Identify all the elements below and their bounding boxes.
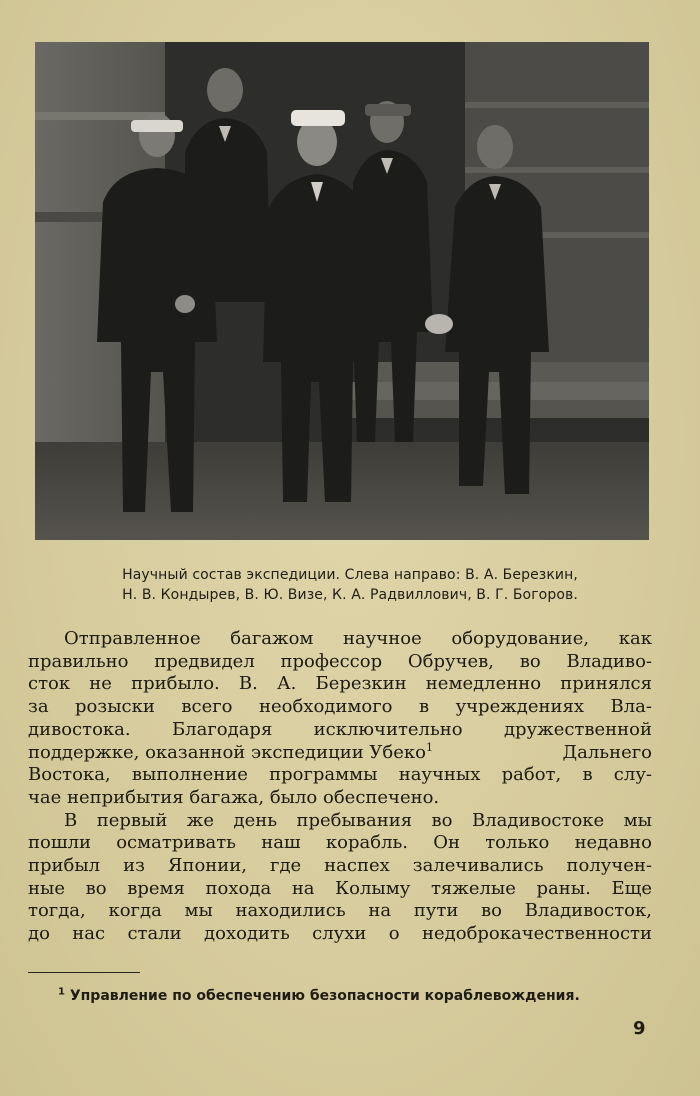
body-line: пошли осматривать наш корабль. Он только недавно (28, 832, 652, 854)
body-line: Отправленное багажом научное оборудование, как (64, 628, 652, 649)
body-line: чае неприбытия багажа, было обеспечено. (28, 786, 440, 808)
caption-line-2: Н. В. Кондырев, В. Ю. Визе, К. А. Радвиллович, В. Г. Богоров. (122, 587, 578, 603)
footnote-marker: 1 (58, 986, 65, 998)
footnote-text: Управление по обеспечению безопасности кораблевождения. (69, 988, 580, 1004)
body-line: сток не прибыло. В. А. Березкин немедленно принялся (28, 673, 652, 695)
body-text (28, 628, 652, 946)
body-line: дивостока. Благодаря исключительно дружественной (28, 718, 652, 740)
photo-caption (20, 565, 680, 605)
group-photo (35, 42, 649, 540)
footnote-reference: 1 (426, 740, 434, 754)
body-line-tail: Дальнего (562, 741, 652, 763)
body-line: прибыл из Японии, где наспех залечивались получен- (28, 855, 652, 877)
group-photo-icon (35, 42, 649, 540)
body-line: за розыски всего необходимого в учреждениях Вла- (28, 696, 652, 718)
caption-line-1: Научный состав экспедиции. Слева направо: В. А. Березкин, (122, 567, 578, 583)
body-line: правильно предвидел профессор Обручев, во Владиво- (28, 650, 652, 672)
body-line: тогда, когда мы находились на пути во Владивосток, (28, 900, 652, 922)
page-number: 9 (633, 1018, 646, 1039)
body-line: Востока, выполнение программы научных работ, в слу- (28, 764, 652, 786)
body-line: до нас стали доходить слухи о недоброкачественности (28, 923, 652, 945)
body-line: В первый же день пребывания во Владивостоке мы (64, 809, 652, 831)
footnote-divider (28, 972, 140, 973)
footnote (58, 986, 658, 1006)
body-line-text: поддержке, оказанной экспедиции Убеко (28, 741, 427, 763)
body-line: ные во время похода на Колыму тяжелые раны. Еще (28, 877, 652, 899)
body-line-with-footnote (28, 742, 652, 765)
